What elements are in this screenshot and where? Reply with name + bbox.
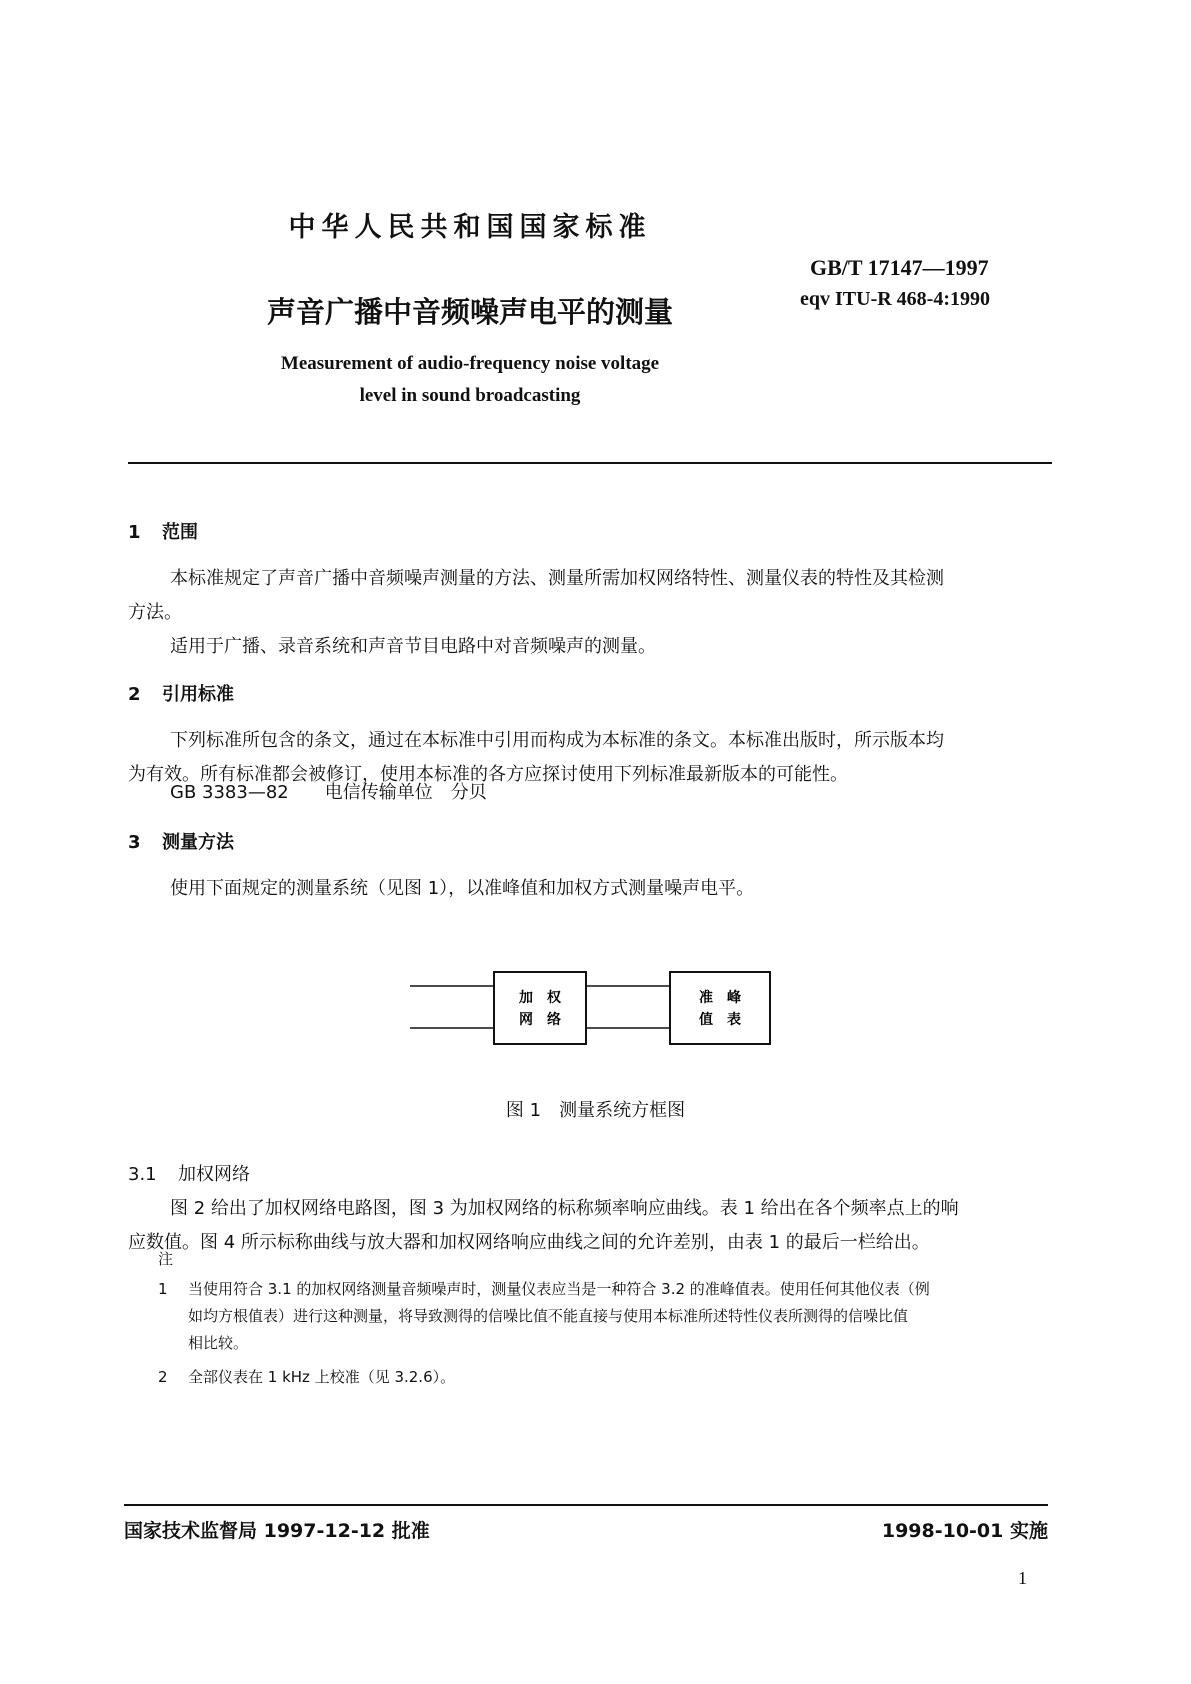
title-english	[0, 348, 940, 412]
section-3-heading	[128, 828, 234, 854]
figure-1-diagram	[400, 960, 800, 1060]
section-1-paragraph-2: 适用于广播、录音系统和声音节目电路中对音频噪声的测量。	[170, 636, 656, 657]
note-text-line: 当使用符合 3.1 的加权网络测量音频噪声时，测量仪表应当是一种符合 3.2 的准峰值表。使用任何其他仪表（例	[188, 1280, 930, 1298]
quasi-peak-meter-box	[670, 972, 770, 1044]
header-divider	[128, 462, 1052, 464]
note-number: 1	[158, 1280, 168, 1298]
box1-label-line1: 加 权	[519, 990, 561, 1006]
note-label: 注	[158, 1250, 174, 1268]
section-number: 3.1	[128, 1164, 157, 1185]
box1-label-line2: 网 络	[519, 1012, 561, 1028]
note-text-line: 全部仪表在 1 kHz 上校准（见 3.2.6）。	[188, 1368, 456, 1386]
section-1-heading	[128, 518, 198, 544]
note-number: 2	[158, 1368, 168, 1386]
text-line: 下列标准所包含的条文，通过在本标准中引用而构成为本标准的条文。本标准出版时，所示版本均	[170, 730, 944, 751]
title-english-line2: level in sound broadcasting	[359, 385, 581, 406]
footer-divider	[124, 1504, 1048, 1506]
note-text-line: 如均方根值表）进行这种测量，将导致测得的信噪比值不能直接与使用本标准所述特性仪表所测得的信噪比值	[188, 1307, 909, 1325]
section-number: 2	[128, 684, 141, 705]
page-number: 1	[1018, 1568, 1027, 1588]
standard-code: GB/T 17147—1997	[810, 255, 989, 280]
reference-entry	[128, 776, 1052, 810]
note-2	[158, 1364, 1058, 1391]
section-title: 引用标准	[162, 684, 234, 705]
weighting-network-box	[494, 972, 586, 1044]
text-line: 图 2 给出了加权网络电路图，图 3 为加权网络的标称频率响应曲线。表 1 给出在各个频率点上的响	[170, 1198, 959, 1219]
section-3-1-heading	[128, 1160, 250, 1186]
reference-title: 电信传输单位 分贝	[324, 782, 487, 803]
section-3-1-paragraph-1	[128, 1192, 1052, 1260]
section-1-paragraph-1	[128, 562, 1052, 630]
national-standard-heading: 中华人民共和国国家标准	[288, 212, 652, 243]
note-1	[158, 1276, 1058, 1357]
approval-date: 国家技术监督局 1997-12-12 批准	[124, 1520, 430, 1542]
section-3-paragraph-1: 使用下面规定的测量系统（见图 1），以准峰值和加权方式测量噪声电平。	[170, 878, 755, 899]
text-line: 本标准规定了声音广播中音频噪声测量的方法、测量所需加权网络特性、测量仪表的特性及其检测	[170, 568, 944, 589]
section-number: 1	[128, 522, 141, 543]
box2-label-line1: 准 峰	[699, 990, 741, 1006]
note-text-line: 相比较。	[188, 1334, 249, 1352]
box2-label-line2: 值 表	[699, 1012, 741, 1028]
title-chinese: 声音广播中音频噪声电平的测量	[266, 295, 673, 329]
reference-code: GB 3383—82	[170, 782, 289, 803]
text-line: 方法。	[128, 602, 182, 623]
effective-date: 1998-10-01 实施	[881, 1520, 1048, 1542]
text-line: 应数值。图 4 所示标称曲线与放大器和加权网络响应曲线之间的允许差别，由表 1 的最后一栏给出。	[128, 1232, 930, 1253]
text-line: 为有效。所有标准都会被修订，使用本标准的各方应探讨使用下列标准最新版本的可能性。	[128, 764, 848, 785]
section-title: 测量方法	[162, 832, 234, 853]
title-english-line1: Measurement of audio-frequency noise voltage	[280, 353, 660, 374]
section-title: 范围	[162, 522, 198, 543]
section-2-heading	[128, 680, 234, 706]
equivalent-standard: eqv ITU-R 468-4:1990	[800, 288, 990, 310]
section-title: 加权网络	[178, 1164, 250, 1185]
figure-1-caption: 图 1 测量系统方框图	[505, 1100, 686, 1121]
section-number: 3	[128, 832, 141, 853]
